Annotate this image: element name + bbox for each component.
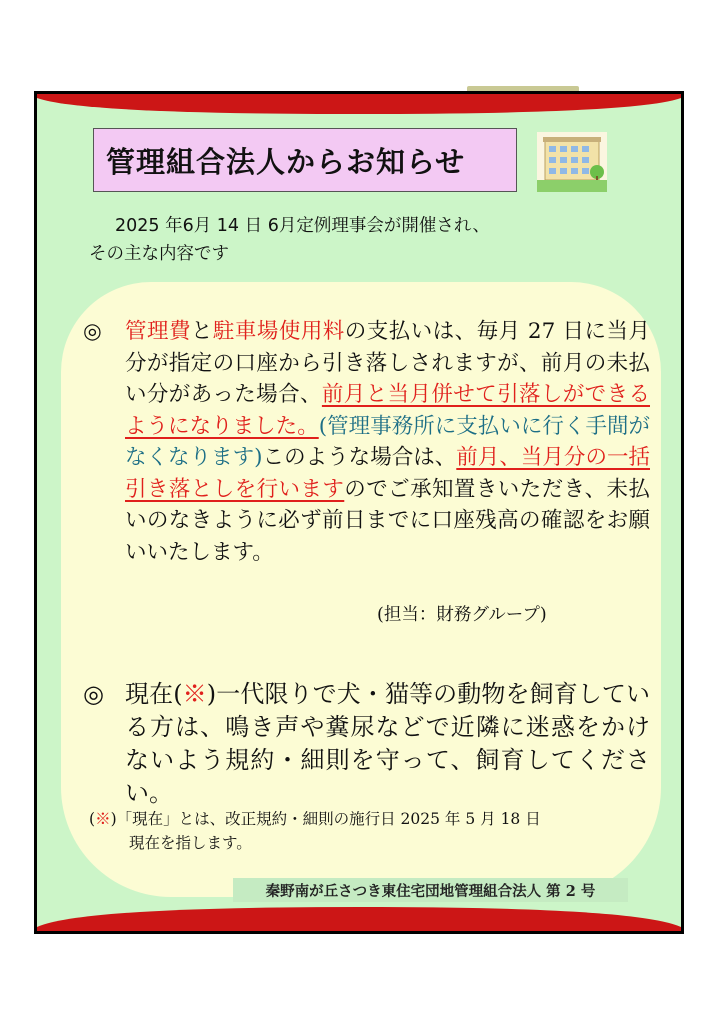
bullet-1: ◎: [83, 319, 102, 344]
top-red-ribbon: [37, 94, 681, 116]
notice-2: [85, 678, 650, 810]
footnote-mark: ※: [182, 680, 207, 708]
footnote-text-1: )「現在」とは、改正規約・細則の施行日 2025 年 5 月 18 日: [110, 810, 541, 828]
intro-line-1: 2025 年6月 14 日 6月定例理事会が開催され、: [115, 216, 490, 236]
intro-text: [89, 212, 649, 268]
notice-1: [85, 316, 650, 568]
intro-line-2: その主な内容です: [89, 244, 229, 264]
apartment-building-icon: [537, 132, 607, 192]
publisher-footer: 秦野南が丘さつき東住宅団地管理組合法人 第 2 号: [233, 878, 628, 902]
contact-note: (担当：財務グループ): [377, 605, 547, 625]
highlight-combined-debit: 前月と当月併せて引落しができるようになりました。: [125, 382, 650, 439]
notice-1-text-c: このような場合は、: [262, 445, 457, 470]
notice-1-text-a: と: [190, 319, 213, 344]
notice-1-text-b: の支払いは、毎月 27 日に当月分が指定の口座から引き落しされますが、前月の未払い分があった場合、: [125, 319, 650, 407]
notice-1-body: [85, 316, 650, 568]
notice-poster: [34, 91, 684, 934]
notice-2-body: [85, 678, 650, 810]
footnote-mark-2: ※: [95, 810, 111, 828]
footnote-open: (: [89, 810, 96, 828]
footnote-line-1: [89, 807, 659, 831]
page-title: 管理組合法人からお知らせ: [106, 144, 466, 179]
footnote: [89, 807, 659, 855]
notice-2-text-a: 現在(: [125, 680, 183, 708]
title-box: [93, 128, 517, 192]
bottom-red-ribbon: [37, 903, 681, 931]
keyword-parking-fee: 駐車場使用料: [212, 319, 345, 344]
bullet-2: ◎: [83, 680, 104, 708]
notice-1-text-d: のでご承知置きいただき、未払いのなきように必ず前日までに口座残高の確認をお願いいたします。: [125, 476, 650, 565]
footnote-line-2: 現在を指します。: [129, 834, 252, 852]
notice-2-text-b: )一代限りで犬・猫等の動物を飼育している方は、鳴き声や糞尿などで近隣に迷惑をかけないよう規約・細則を守って、飼育してください。: [125, 680, 650, 807]
keyword-management-fee: 管理費: [125, 319, 191, 344]
note-no-visit: (管理事務所に支払いに行く手間がなくなります): [125, 413, 650, 470]
highlight-lump-debit: 前月、当月分の一括引き落としを行います: [125, 445, 650, 502]
